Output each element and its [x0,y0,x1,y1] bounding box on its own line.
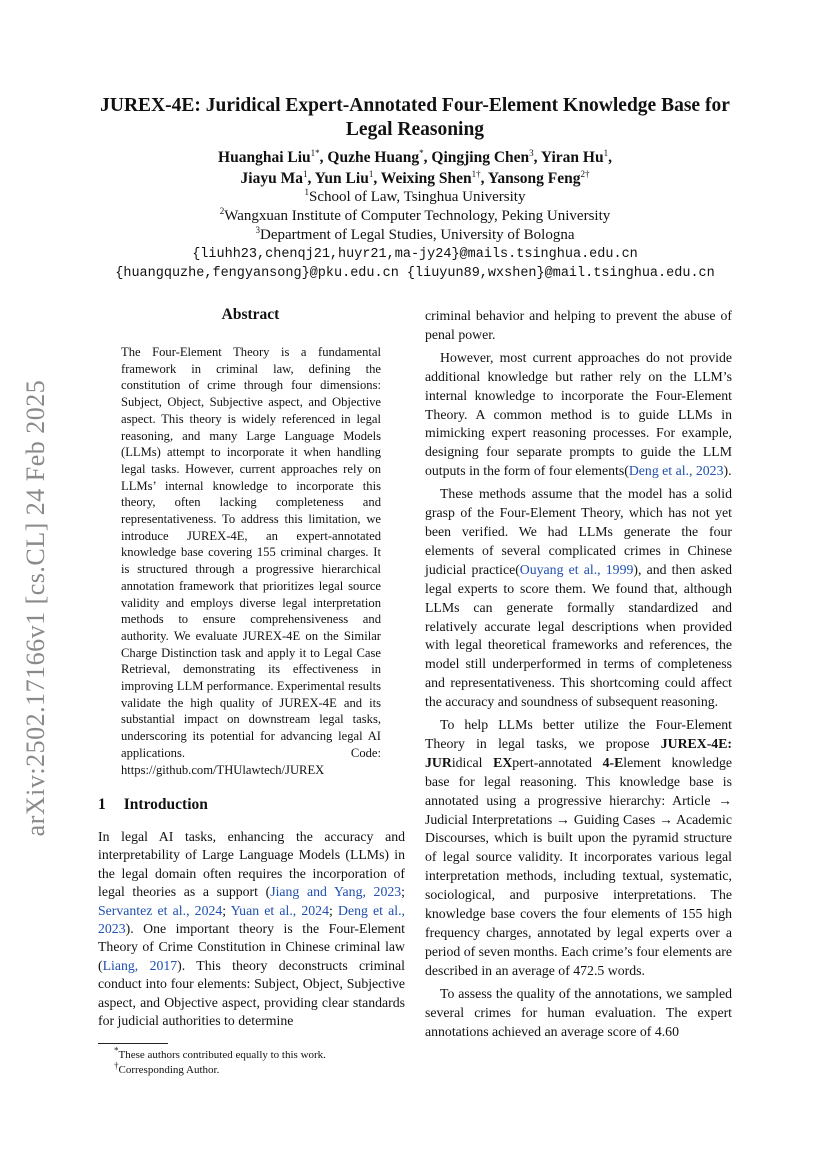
affiliation [95,226,735,245]
section-heading-introduction [98,796,208,814]
author-emails [60,245,770,283]
right-column [425,307,732,1045]
citation-link[interactable]: Servantez et al., 2024 [98,902,223,918]
paragraph [425,485,732,712]
footnote [114,1045,414,1063]
bold-text: JUREX-4E: JUR [425,735,732,770]
author-sup: 1 [603,147,609,158]
arxiv-sidebar [14,368,58,848]
affiliation-text: School of Law, Tsinghua University [309,189,526,205]
author-line-1: Huanghai Liu$^{1*}$, Quzhe Huang*, Qingjing Chen$^3$, Yiran Hu$^1$, [218,147,612,166]
email-line-2: {huangquzhe,fengyansong}@pku.edu.cn {liuyun89,wxshen}@mail.tsinghua.edu.cn [115,266,715,281]
author-name: Quzhe Huang [327,149,420,166]
paragraph-text: idical [451,754,494,770]
footnote [114,1060,414,1078]
footnotes [114,1045,414,1078]
citation-link[interactable]: Liang, 2017 [102,957,178,973]
title-line-1: JUREX-4E: Juridical Expert-Annotated Four-Element Knowledge Base for [100,95,730,116]
citation-separator: ; [328,902,338,918]
author-sup: 2† [580,168,590,179]
intro-text: In legal AI tasks, enhancing the accuracy and interpretability of Large Language Models (LLMs) in the legal domain often requires the incorporation of legal theories as a support ( [98,829,405,900]
paragraph-text: To help LLMs better utilize the Four-Element Theory in legal tasks, we propose [425,717,732,751]
citation-separator: ; [222,902,231,918]
footnote-text: These authors contributed equally to this work. [118,1049,326,1061]
citation-link[interactable]: Deng et al., 2023 [628,463,724,479]
citation-separator: ; [401,884,405,900]
author-sup: 1 [302,168,308,179]
paragraph-text: However, most current approaches do not provide additional knowledge but rather rely on the LLM’s internal knowledge to incorporate the Four-Element Theory. A common method is to guide LLMs in mimicking expert reasoning processes. For example, designing four separate prompts to guide the LLM outputs in the form of four elements( [425,349,732,479]
abstract-heading: Abstract [221,306,280,323]
citation-link[interactable]: Ouyang et al., 1999 [519,561,634,577]
author-name: Yiran Hu [540,149,604,166]
author-name: Qingjing Chen [431,149,530,166]
email-line-1: {liuhh23,chenqj21,huyr21,ma-jy24}@mails.tsinghua.edu.cn [192,247,638,262]
bold-text: EX [493,754,513,770]
intro-text: ). This theory deconstructs criminal conduct into four elements: Subject, Object, Subjective aspect, and Objective aspect, providing clear standards for judicial authorities to determine [98,957,405,1029]
paragraph-text: ), and then asked legal experts to score them. We found that, although LLMs can generate formally standardized and relatively accurate legal descriptions when provided with legal theoretical frameworks and references, the model still underperformed in terms of completeness and representativeness. This shortcoming could affect the accuracy and soundness of subsequent reasoning. [425,561,732,710]
bold-text: 4-E [602,754,624,770]
arxiv-identifier: arXiv:2502.17166v1 [cs.CL] 24 Feb 2025 [21,379,50,837]
author-name: Yun Liu [314,170,369,187]
paragraph-text: lement knowledge base for legal reasoning. This knowledge base is annotated using a progressive hierarchy: Article → Judicial Interpretations → Guiding Cases → Academic Discourses, which is built upon the pyramid structure of legal source validity. It incorporates various legal interpretation methods, including textual, systematic, sociological, and purposive interpretations. The knowledge base covers the four elements of 155 high frequency charges, annotated by legal experts over a period of seven months. Each crime’s four elements are described in an average of 472.5 words. [425,754,733,978]
abstract-text: The Four-Element Theory is a fundamental framework in criminal law, defining the constitution of crime through four dimensions: Subject, Object, Subjective aspect, and Objective aspect. This theory is widely referenced in legal reasoning, and many Large Language Models (LLMs) attempt to incorporate it when handling legal tasks. However, current approaches rely on LLMs’ internal knowledge to incorporate this theory, often lacking completeness and representativeness. To address this limitation, we introduce JUREX-4E, an expert-annotated knowledge base covering 155 criminal charges. It is structured through a progressive hierarchical annotation framework that prioritizes legal source validity and employs diverse legal interpretation methods to ensure comprehensiveness and authority. We evaluate JUREX-4E on the Similar Charge Distinction task and apply it to Legal Case Retrieval, demonstrating its effectiveness in improving LLM performance. Experimental results validate the high quality of JUREX-4E and its substantial impact on downstream legal tasks, underscoring its potential for advancing legal AI applications. Code: https://github.com/THUlawtech/JUREX [121,345,381,777]
citation-link[interactable]: Jiang and Yang, 2023 [270,884,402,900]
affiliation-sup: 2 [219,206,225,216]
intro-paragraph [98,828,405,1030]
affiliations [95,188,735,245]
paragraph-text: ). [723,463,732,479]
author-name: Weixing Shen [380,170,472,187]
author-sup: 1† [471,168,481,179]
affiliation-sup: 1 [304,187,310,197]
footnote-text: Corresponding Author. [118,1064,220,1076]
citation-link[interactable]: Deng et al., 2023 [98,902,405,937]
intro-text: ). One important theory is the Four-Element Theory of Crime Constitution in Chinese criminal law ( [98,921,405,973]
paragraph: criminal behavior and helping to prevent the abuse of penal power. [425,308,732,342]
paragraph [425,349,732,481]
affiliation [95,207,735,226]
author-list [95,147,735,189]
paragraph: To assess the quality of the annotations, we sampled several crimes for human evaluation. The expert annotations achieved an average score of 4.60 [425,985,732,1039]
paper-title [95,94,735,142]
affiliation-text: Department of Legal Studies, University of Bologna [259,227,575,243]
author-line-2: Jiayu Ma$^1$, Yun Liu$^1$, Weixing Shen$^{1\dagger}$, Yansong Feng$^{2\dagger}$ [240,168,590,187]
affiliation-sup: 3 [255,225,260,235]
author-name: Huanghai Liu [218,149,311,166]
affiliation-text: Wangxuan Institute of Computer Technology, Peking University [224,208,611,224]
footnote-rule [98,1043,168,1044]
section-title: Introduction [123,796,208,813]
footnote-mark: † [114,1060,119,1071]
paragraph-text: pert-annotated [512,754,603,770]
author-sup: 1* [310,147,320,158]
section-number: 1 [98,796,106,813]
author-name: Yansong Feng [487,170,581,187]
paragraph-text: These methods assume that the model has a solid grasp of the Four-Element Theory, which has not yet been verified. We had LLMs generate the four elements of several complicated crimes in Chinese judicial practice( [425,486,732,577]
citation-link[interactable]: Yuan et al., 2024 [230,902,329,918]
paragraph [425,716,732,981]
affiliation [95,188,735,207]
author-sup: * [419,147,424,158]
author-sup: 1 [368,168,374,179]
title-line-2: Legal Reasoning [345,119,485,140]
author-sup: 3 [529,147,534,158]
author-name: Jiayu Ma [240,170,303,187]
footnote-mark: * [114,1045,119,1056]
